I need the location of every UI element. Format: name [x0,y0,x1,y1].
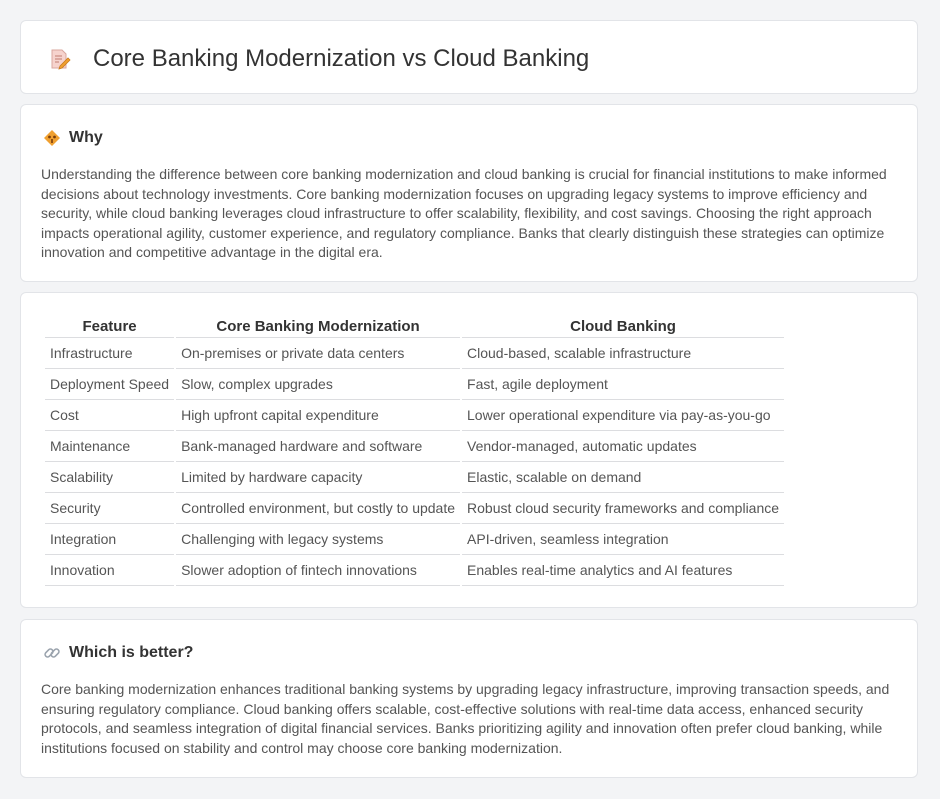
column-header-feature: Feature [45,315,174,338]
table-row [45,400,784,431]
feature-cell: Security [45,493,174,524]
cloud-banking-cell: Robust cloud security frameworks and compliance [462,493,784,524]
core-banking-cell: High upfront capital expenditure [176,400,460,431]
better-header [43,642,193,664]
feature-cell: Maintenance [45,431,174,462]
better-heading: Which is better? [69,644,194,661]
cloud-banking-cell: API-driven, seamless integration [462,524,784,555]
core-banking-cell: Slow, complex upgrades [176,369,460,400]
feature-cell: Integration [45,524,174,555]
table-row [45,493,784,524]
cloud-banking-cell: Lower operational expenditure via pay-as-you-go [462,400,784,431]
feature-cell: Innovation [45,555,174,586]
why-header [43,127,103,149]
core-banking-cell: Controlled environment, but costly to update [176,493,460,524]
link-icon [43,644,61,662]
page-title: Core Banking Modernization vs Cloud Banking [93,45,590,72]
table-row [45,338,784,369]
cloud-banking-cell: Fast, agile deployment [462,369,784,400]
cloud-banking-cell: Enables real-time analytics and AI features [462,555,784,586]
better-body: Core banking modernization enhances traditional banking systems by upgrading legacy infrastructure, improving transaction speeds, and ensuring regulatory compliance. Cloud banking offers scalable, cost-effective solutions with real-time data access, enhanced security protocols, and seamless integration of digital financial services. Banks prioritizing agility and innovation often prefer cloud banking, while institutions focused on stability and control may choose core banking modernization. [41,681,890,756]
table-row [45,369,784,400]
table-row [45,462,784,493]
document-pencil-icon [49,48,71,70]
core-banking-cell: Limited by hardware capacity [176,462,460,493]
core-banking-cell: On-premises or private data centers [176,338,460,369]
cloud-banking-cell: Elastic, scalable on demand [462,462,784,493]
diamond-warning-icon [43,129,61,147]
feature-cell: Infrastructure [45,338,174,369]
table-row [45,524,784,555]
column-header-cloud-banking: Cloud Banking [462,315,784,338]
feature-cell: Cost [45,400,174,431]
which-is-better-section [20,619,918,778]
table-header-row [45,315,784,338]
feature-cell: Deployment Speed [45,369,174,400]
why-body: Understanding the difference between core banking modernization and cloud banking is crucial for financial institutions to make informed decisions about technology investments. Core banking modernization focuses on upgrading legacy systems to improve efficiency and security, while cloud banking leverages cloud infrastructure to offer scalability, flexibility, and cost savings. Choosing the right approach impacts operational agility, customer experience, and regulatory compliance. Banks that clearly distinguish these strategies can optimize innovation and competitive advantage in the digital era. [41,166,887,261]
core-banking-cell: Challenging with legacy systems [176,524,460,555]
comparison-table [43,315,786,586]
core-banking-cell: Bank-managed hardware and software [176,431,460,462]
title-card [20,20,918,94]
feature-cell: Scalability [45,462,174,493]
cloud-banking-cell: Cloud-based, scalable infrastructure [462,338,784,369]
comparison-section [20,292,918,608]
column-header-core-banking: Core Banking Modernization [176,315,460,338]
table-row [45,555,784,586]
cloud-banking-cell: Vendor-managed, automatic updates [462,431,784,462]
table-row [45,431,784,462]
why-heading: Why [69,129,103,146]
why-section [20,104,918,282]
core-banking-cell: Slower adoption of fintech innovations [176,555,460,586]
